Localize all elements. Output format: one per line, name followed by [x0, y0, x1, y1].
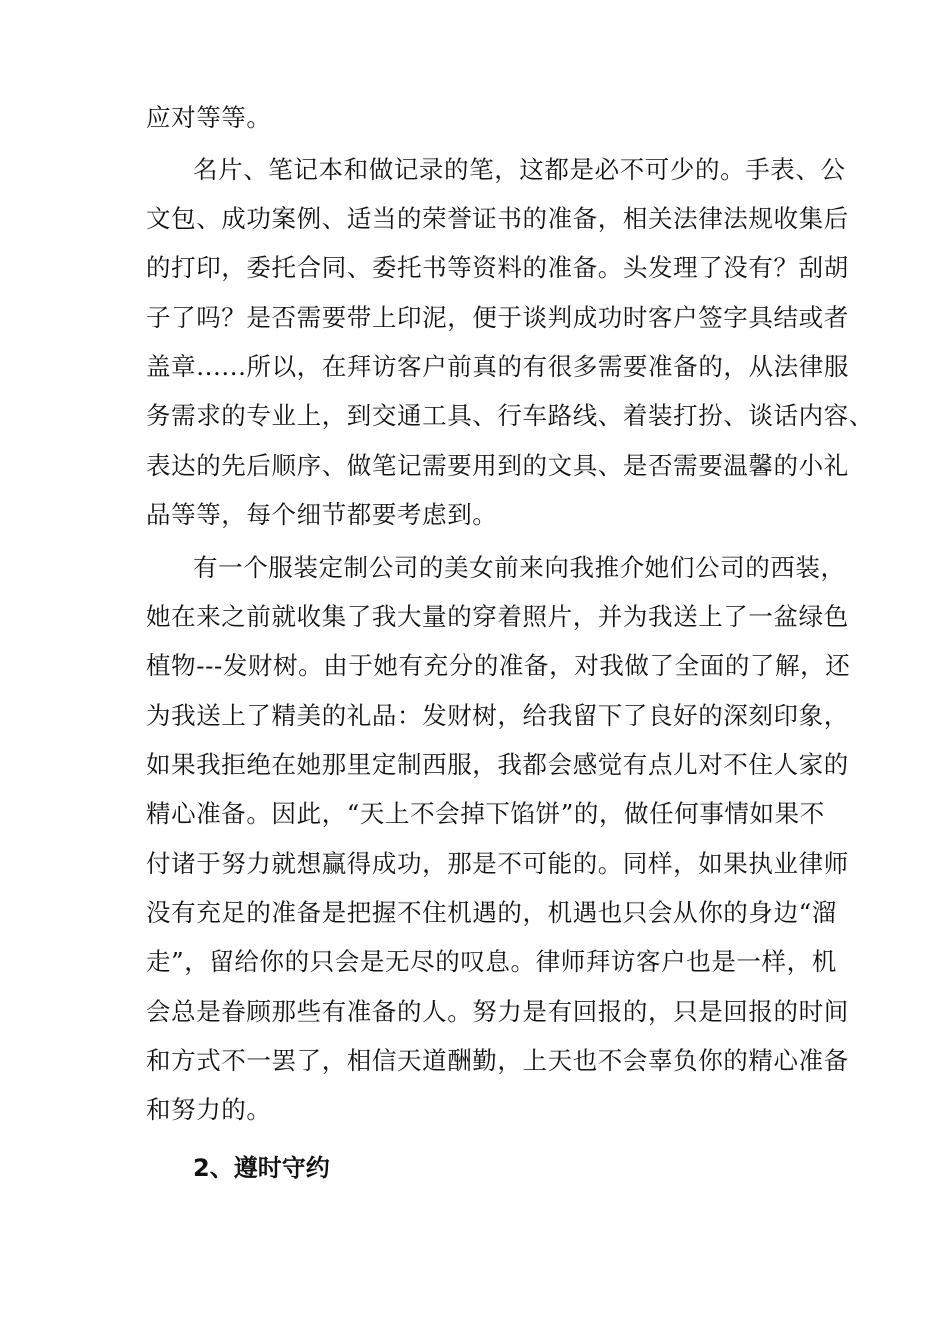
paragraph-line: 付诸于努力就想赢得成功，那是不可能的。同样，如果执业律师 [146, 849, 849, 878]
paragraph-line: 她在来之前就收集了我大量的穿着照片，并为我送上了一盆绿色 [146, 602, 849, 631]
paragraph-line: 文包、成功案例、适当的荣誉证书的准备，相关法律法规收集后 [146, 204, 849, 233]
paragraph-line: 精心准备。因此，“天上不会掉下馅饼”的，做任何事情如果不 [146, 799, 825, 828]
paragraph-line: 应对等等。 [146, 103, 272, 132]
section-heading: 2、遵时守约 [193, 1154, 330, 1182]
paragraph-line: 和努力的。 [146, 1095, 272, 1124]
paragraph-line: 如果我拒绝在她那里定制西服，我都会感觉有点儿对不住人家的 [146, 750, 849, 779]
paragraph-line: 和方式不一罢了，相信天道酬勤，上天也不会辜负你的精心准备 [146, 1046, 849, 1075]
paragraph-line: 盖章......所以，在拜访客户前真的有很多需要准备的，从法律服 [146, 352, 849, 381]
paragraph-line: 没有充足的准备是把握不住机遇的，机遇也只会从你的身边“溜 [146, 898, 837, 927]
paragraph-line: 子了吗？是否需要带上印泥，便于谈判成功时客户签字具结或者 [146, 303, 849, 332]
paragraph-line: 表达的先后顺序、做笔记需要用到的文具、是否需要温馨的小礼 [146, 451, 849, 480]
paragraph-line: 走”，留给你的只会是无尽的叹息。律师拜访客户也是一样，机 [146, 947, 837, 976]
paragraph-line: 的打印，委托合同、委托书等资料的准备。头发理了没有？刮胡 [146, 253, 849, 282]
paragraph-line: 为我送上了精美的礼品：发财树，给我留下了良好的深刻印象， [146, 701, 849, 730]
paragraph-line: 务需求的专业上，到交通工具、行车路线、着装打扮、谈话内容、 [146, 401, 874, 430]
paragraph-line: 有一个服装定制公司的美女前来向我推介她们公司的西装， [193, 553, 846, 582]
paragraph-line: 会总是眷顾那些有准备的人。努力是有回报的，只是回报的时间 [146, 997, 849, 1026]
paragraph-line: 名片、笔记本和做记录的笔，这都是必不可少的。手表、公 [193, 155, 846, 184]
paragraph-line: 植物---发财树。由于她有充分的准备，对我做了全面的了解，还 [146, 651, 851, 680]
paragraph-line: 品等等，每个细节都要考虑到。 [146, 500, 498, 529]
